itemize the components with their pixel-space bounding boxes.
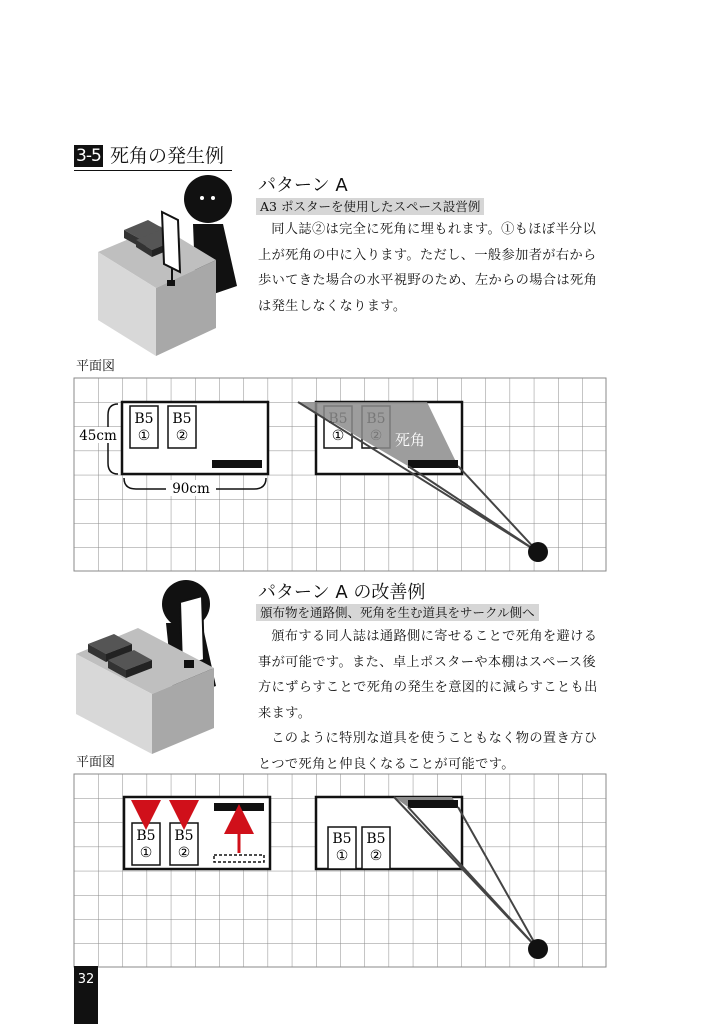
plan2-label: 平面図 — [76, 755, 116, 770]
section-number: 3-5 — [76, 146, 101, 166]
pattern-a-title: パターン A — [258, 175, 348, 196]
plan1-poster — [212, 460, 262, 468]
plan1-viewer — [528, 542, 548, 562]
illustration-improved-table — [74, 578, 224, 758]
section-title: 死角の発生例 — [110, 145, 225, 167]
pattern-a-body — [258, 217, 604, 319]
plan2-r-book1-size: B5 — [332, 831, 352, 847]
plan2-book2-size: B5 — [174, 828, 194, 844]
plan1-book2-num: ② — [175, 428, 189, 444]
plan1-r-book1-num: ① — [331, 428, 345, 444]
plan2-r-book1-num: ① — [335, 848, 349, 864]
page-number-tab — [74, 966, 98, 1024]
plan2-book1-num: ① — [139, 845, 153, 861]
plan1-book1-size: B5 — [134, 411, 154, 427]
plan2-r-poster — [408, 800, 458, 808]
pattern-b-paragraph-2: このように特別な道具を使うこともなく物の置き方ひとつで死角と仲良くなることが可能です。 — [258, 731, 598, 772]
plan1-label: 平面図 — [76, 359, 116, 374]
pattern-b-title: パターン A の改善例 — [258, 582, 426, 603]
illustration-table-poster — [96, 168, 246, 358]
plan2-r-book2-num: ② — [369, 848, 383, 864]
pattern-b-body — [258, 624, 604, 777]
plan2-poster — [214, 803, 264, 811]
plan1-diagram — [72, 377, 610, 573]
page-number: 32 — [77, 972, 95, 987]
pattern-b-paragraph-1: 頒布する同人誌は通路側に寄せることで死角を避ける事が可能です。また、卓上ポスターや本棚はスペース後方にずらすことで死角の発生を意図的に減らすことも出来ます。 — [258, 629, 598, 721]
pattern-a-paragraph: 同人誌②は完全に死角に埋もれます。①もほぼ半分以上が死角の中に入ります。ただし、一般参加者が右から歩いてきた場合の水平視野のため、左からの場合は死角は発生しなくなります。 — [258, 222, 598, 314]
plan1-depth-dim: 45cm — [79, 428, 117, 444]
plan2-book1-size: B5 — [136, 828, 156, 844]
plan1-book2-size: B5 — [172, 411, 192, 427]
plan1-book1-num: ① — [137, 428, 151, 444]
plan2-viewer — [528, 939, 548, 959]
plan2-book2-num: ② — [177, 845, 191, 861]
plan1-r-poster — [408, 460, 458, 468]
plan2-diagram — [72, 773, 610, 969]
plan2-r-book2-size: B5 — [366, 831, 386, 847]
pattern-a-subtitle: A3 ポスターを使用したスペース設営例 — [256, 198, 484, 215]
pattern-b-subtitle: 頒布物を通路側、死角を生む道具をサークル側へ — [256, 604, 539, 621]
plan1-width-dim: 90cm — [172, 481, 210, 497]
plan1-blind-label: 死角 — [394, 431, 426, 449]
section-heading — [74, 144, 232, 171]
